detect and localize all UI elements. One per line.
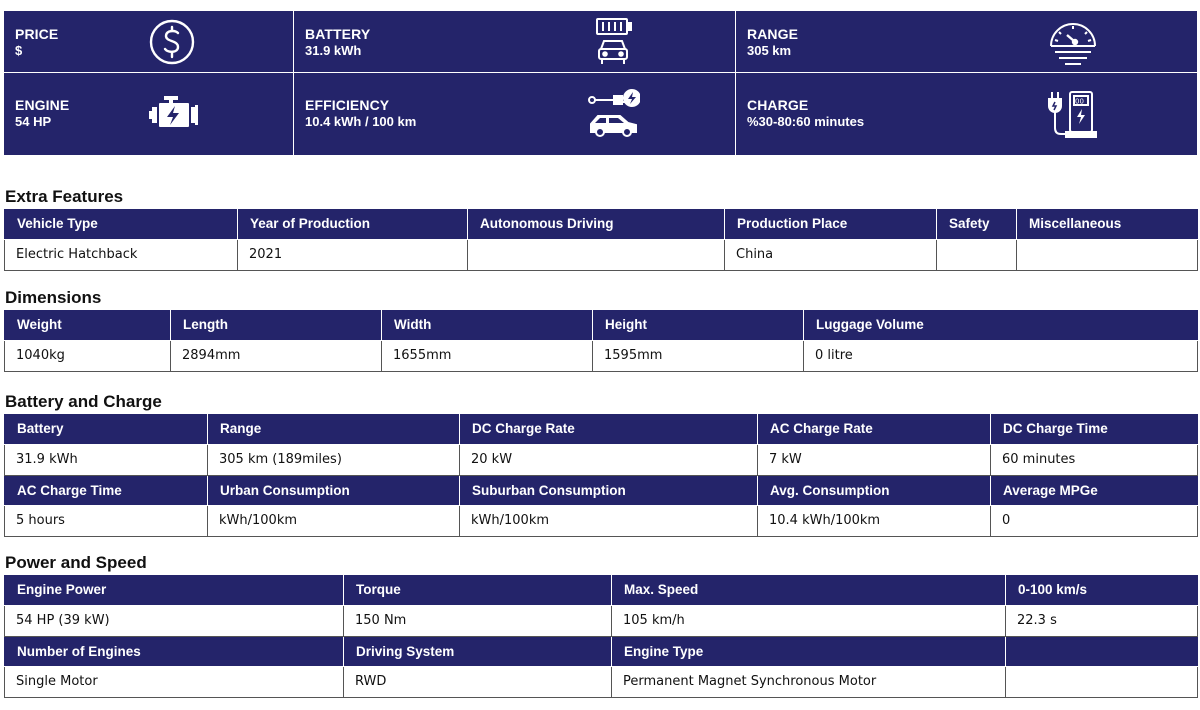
value-cell [1006, 666, 1198, 697]
value-cell: 60 minutes [991, 444, 1198, 475]
value-cell: 10.4 kWh/100km [758, 505, 991, 536]
value-cell: kWh/100km [208, 505, 460, 536]
engine-icon [149, 94, 199, 132]
summary-price [4, 11, 294, 73]
speedometer-icon [1047, 18, 1099, 68]
summary-banner [4, 11, 1197, 155]
value-cell: Single Motor [5, 666, 344, 697]
header-cell: Autonomous Driving [468, 209, 725, 239]
value-cell: 2894mm [171, 340, 382, 371]
summary-efficiency [294, 73, 736, 155]
dollar-circle-icon [148, 18, 196, 66]
value-cell: 22.3 s [1006, 605, 1198, 636]
table-row [5, 605, 1198, 636]
header-cell: Range [208, 414, 460, 444]
efficiency-label: EFFICIENCY [305, 97, 390, 113]
charge-label: CHARGE [747, 97, 809, 113]
value-cell: Electric Hatchback [5, 239, 238, 270]
value-cell: 31.9 kWh [5, 444, 208, 475]
value-cell: 1040kg [5, 340, 171, 371]
table-row [5, 340, 1198, 371]
price-value: $ [15, 43, 23, 58]
charging-station-icon [1046, 88, 1098, 140]
header-cell: Engine Power [5, 575, 344, 605]
header-cell: 0-100 km/s [1006, 575, 1198, 605]
section-title-dimensions: Dimensions [5, 288, 102, 307]
table-header-row [5, 209, 1198, 239]
header-cell: Year of Production [238, 209, 468, 239]
value-cell [937, 239, 1017, 270]
value-cell: 105 km/h [612, 605, 1006, 636]
charge-value: %30-80:60 minutes [747, 114, 865, 129]
efficiency-value: 10.4 kWh / 100 km [305, 114, 417, 129]
header-cell: Engine Type [612, 636, 1006, 666]
section-title-battery-charge: Battery and Charge [5, 392, 162, 411]
header-cell: Luggage Volume [804, 310, 1198, 340]
header-cell: Safety [937, 209, 1017, 239]
header-cell: Width [382, 310, 593, 340]
battery-value: 31.9 kWh [305, 43, 362, 58]
table-row [5, 666, 1198, 697]
price-label: PRICE [15, 26, 59, 42]
value-cell: China [725, 239, 937, 270]
table-row [5, 505, 1198, 536]
header-cell: Average MPGe [991, 475, 1198, 505]
header-cell [1006, 636, 1198, 666]
car-charging-icon [586, 88, 640, 138]
header-cell: Battery [5, 414, 208, 444]
value-cell: RWD [344, 666, 612, 697]
table-header-row [5, 475, 1198, 505]
header-cell: Suburban Consumption [460, 475, 758, 505]
header-cell: Number of Engines [5, 636, 344, 666]
value-cell: 7 kW [758, 444, 991, 475]
table-header-row [5, 575, 1198, 605]
engine-label: ENGINE [15, 97, 70, 113]
value-cell: Permanent Magnet Synchronous Motor [612, 666, 1006, 697]
header-cell: Max. Speed [612, 575, 1006, 605]
summary-charge [736, 73, 1197, 155]
battery-label: BATTERY [305, 26, 371, 42]
car-battery-icon [594, 16, 634, 68]
header-cell: Torque [344, 575, 612, 605]
header-cell: Vehicle Type [5, 209, 238, 239]
header-cell: AC Charge Time [5, 475, 208, 505]
header-cell: Production Place [725, 209, 937, 239]
value-cell [1017, 239, 1198, 270]
table-row [5, 239, 1198, 270]
range-label: RANGE [747, 26, 799, 42]
value-cell: 0 litre [804, 340, 1198, 371]
section-title-power-speed: Power and Speed [5, 553, 147, 572]
value-cell: 5 hours [5, 505, 208, 536]
table-header-row [5, 636, 1198, 666]
table-header-row [5, 310, 1198, 340]
dimensions-table [4, 310, 1198, 372]
value-cell: 150 Nm [344, 605, 612, 636]
value-cell: 1595mm [593, 340, 804, 371]
header-cell: Urban Consumption [208, 475, 460, 505]
battery-charge-table [4, 414, 1198, 537]
value-cell: 305 km (189miles) [208, 444, 460, 475]
value-cell: 0 [991, 505, 1198, 536]
summary-battery [294, 11, 736, 73]
header-cell: Weight [5, 310, 171, 340]
value-cell: 20 kW [460, 444, 758, 475]
summary-engine [4, 73, 294, 155]
header-cell: Driving System [344, 636, 612, 666]
value-cell: kWh/100km [460, 505, 758, 536]
value-cell [468, 239, 725, 270]
header-cell: AC Charge Rate [758, 414, 991, 444]
header-cell: DC Charge Rate [460, 414, 758, 444]
header-cell: Length [171, 310, 382, 340]
header-cell: Height [593, 310, 804, 340]
extra-features-table [4, 209, 1198, 271]
engine-value: 54 HP [15, 114, 52, 129]
value-cell: 1655mm [382, 340, 593, 371]
table-header-row [5, 414, 1198, 444]
power-speed-table [4, 575, 1198, 698]
summary-range [736, 11, 1197, 73]
header-cell: DC Charge Time [991, 414, 1198, 444]
svg-text:00: 00 [1075, 97, 1084, 106]
header-cell: Avg. Consumption [758, 475, 991, 505]
table-row [5, 444, 1198, 475]
range-value: 305 km [747, 43, 792, 58]
value-cell: 2021 [238, 239, 468, 270]
value-cell: 54 HP (39 kW) [5, 605, 344, 636]
section-title-extra-features: Extra Features [5, 187, 124, 206]
header-cell: Miscellaneous [1017, 209, 1198, 239]
